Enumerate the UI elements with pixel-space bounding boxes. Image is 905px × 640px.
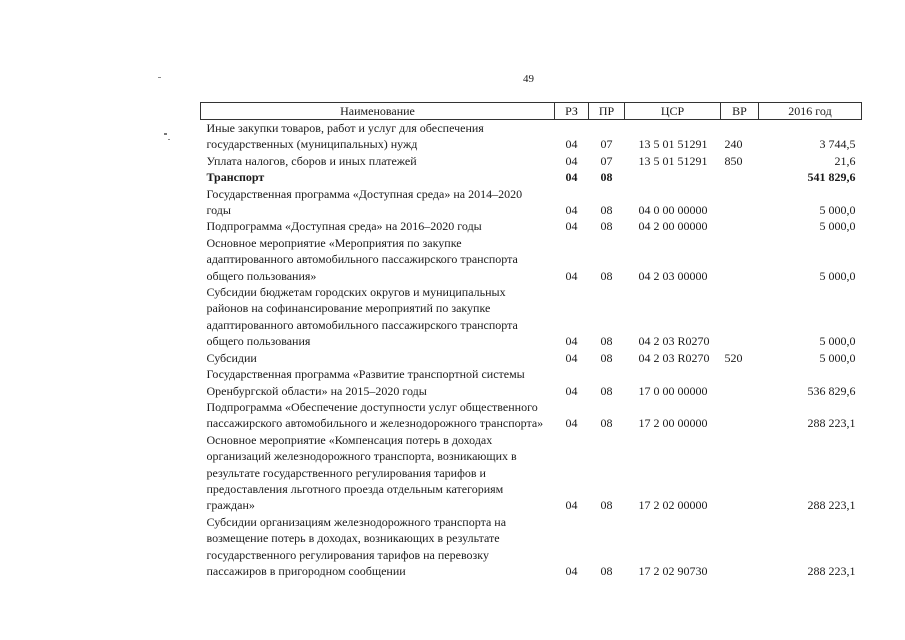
row-pr: 08	[600, 219, 613, 234]
row-amount: 21,6	[834, 153, 856, 168]
row-pr: 08	[600, 170, 613, 185]
table-row	[201, 218, 862, 234]
row-name: Основное мероприятие «Мероприятия по закупке адаптированного автомобильного пассажирского транспорта общего пользования»	[206, 235, 518, 283]
table-row	[201, 169, 862, 185]
row-vr: 850	[724, 153, 743, 168]
row-name: Уплата налогов, сборов и иных платежей	[206, 153, 417, 168]
row-vr: 240	[724, 137, 743, 152]
table-body	[201, 120, 862, 580]
header-vr: ВР	[721, 103, 759, 120]
table-row	[201, 235, 862, 284]
row-amount: 536 829,6	[807, 383, 856, 398]
page-number: 49	[523, 73, 534, 85]
row-csr: 17 2 00 00000	[638, 416, 708, 431]
row-pr: 08	[600, 268, 613, 283]
table-row	[201, 366, 862, 399]
row-csr: 13 5 01 51291	[638, 153, 708, 168]
table-row	[201, 120, 862, 153]
row-name: Подпрограмма «Доступная среда» на 2016–2020 годы	[206, 219, 482, 234]
row-name: Государственная программа «Развитие транспортной системы Оренбургской области» на 2015–2020 годы	[206, 367, 525, 398]
row-pr: 08	[600, 203, 613, 218]
row-rz: 04	[565, 416, 578, 431]
row-pr: 08	[600, 383, 613, 398]
row-name: Государственная программа «Доступная среда» на 2014–2020 годы	[206, 186, 523, 218]
row-name: Иные закупки товаров, работ и услуг для обеспечения государственных (муниципальных) нужд	[206, 121, 484, 152]
row-rz: 04	[565, 219, 578, 234]
row-amount: 288 223,1	[807, 498, 856, 513]
row-csr: 04 2 03 R0270	[638, 334, 710, 349]
table-row	[201, 153, 862, 169]
row-rz: 04	[565, 334, 578, 349]
row-csr: 04 2 03 00000	[638, 268, 708, 283]
row-rz: 04	[565, 137, 578, 152]
table-row	[201, 186, 862, 219]
row-pr: 08	[600, 498, 613, 513]
row-csr: 13 5 01 51291	[638, 137, 708, 152]
row-rz: 04	[565, 268, 578, 283]
row-csr: 04 2 03 R0270	[638, 350, 710, 365]
header-name: Наименование	[201, 103, 555, 120]
row-vr	[721, 366, 759, 399]
row-pr: 08	[600, 350, 613, 365]
row-rz: 04	[565, 498, 578, 513]
row-name: Основное мероприятие «Компенсация потерь в доходах организаций железнодорожного транспорта, возникающих в результате государственного регулирования тарифов и предоставления льготного проезда отдельным категориям граждан»	[206, 432, 517, 513]
row-name: Субсидии организациям железнодорожного транспорта на возмещение потерь в доходах, возникающих в результате государственного регулирования тарифов на перевозку пассажиров в пригородном сообщении	[206, 514, 507, 578]
row-amount: 541 829,6	[807, 170, 856, 185]
scan-speck	[158, 77, 161, 78]
row-rz: 04	[565, 153, 578, 168]
row-vr	[721, 186, 759, 219]
row-vr	[721, 432, 759, 514]
row-rz: 04	[565, 350, 578, 365]
row-csr	[625, 169, 721, 185]
row-name: Субсидии бюджетам городских округов и муниципальных районов на софинансирование мероприятий по закупке адаптированного автомобильного пассажирского транспорта общего пользования	[206, 285, 518, 349]
row-csr: 17 0 00 00000	[638, 383, 708, 398]
budget-table	[200, 102, 862, 579]
header-pr: ПР	[589, 103, 625, 120]
table-row	[201, 399, 862, 432]
row-name: Подпрограмма «Обеспечение доступности услуг общественного пассажирского автомобильного и железнодорожного транспорта»	[206, 399, 544, 431]
row-csr: 04 2 00 00000	[638, 219, 708, 234]
row-vr	[721, 169, 759, 185]
row-amount: 288 223,1	[807, 563, 856, 578]
row-name: Транспорт	[206, 170, 265, 185]
row-amount: 5 000,0	[819, 219, 856, 234]
row-rz: 04	[565, 563, 578, 578]
row-vr	[721, 399, 759, 432]
header-year: 2016 год	[759, 103, 862, 120]
row-csr: 04 0 00 00000	[638, 203, 708, 218]
row-vr	[721, 284, 759, 350]
row-rz: 04	[565, 170, 578, 185]
row-amount: 5 000,0	[819, 203, 856, 218]
row-name: Субсидии	[206, 350, 257, 365]
row-csr: 17 2 02 00000	[638, 498, 708, 513]
table-row	[201, 514, 862, 580]
table-row	[201, 432, 862, 514]
row-vr	[721, 218, 759, 234]
row-rz: 04	[565, 383, 578, 398]
row-amount: 5 000,0	[819, 350, 856, 365]
row-pr: 07	[600, 137, 613, 152]
row-pr: 07	[600, 153, 613, 168]
header-rz: РЗ	[555, 103, 589, 120]
row-amount: 3 744,5	[819, 137, 856, 152]
row-amount: 5 000,0	[819, 268, 856, 283]
table-header	[201, 103, 862, 120]
row-pr: 08	[600, 416, 613, 431]
row-rz: 04	[565, 203, 578, 218]
scan-speck	[164, 133, 167, 135]
row-pr: 08	[600, 563, 613, 578]
table-row	[201, 350, 862, 366]
row-csr: 17 2 02 90730	[638, 563, 708, 578]
row-vr	[721, 235, 759, 284]
row-amount: 5 000,0	[819, 334, 856, 349]
table-row	[201, 284, 862, 350]
row-amount: 288 223,1	[807, 416, 856, 431]
row-vr: 520	[724, 350, 743, 365]
row-pr: 08	[600, 334, 613, 349]
header-csr: ЦСР	[625, 103, 721, 120]
row-vr	[721, 514, 759, 580]
scan-speck	[168, 139, 170, 140]
